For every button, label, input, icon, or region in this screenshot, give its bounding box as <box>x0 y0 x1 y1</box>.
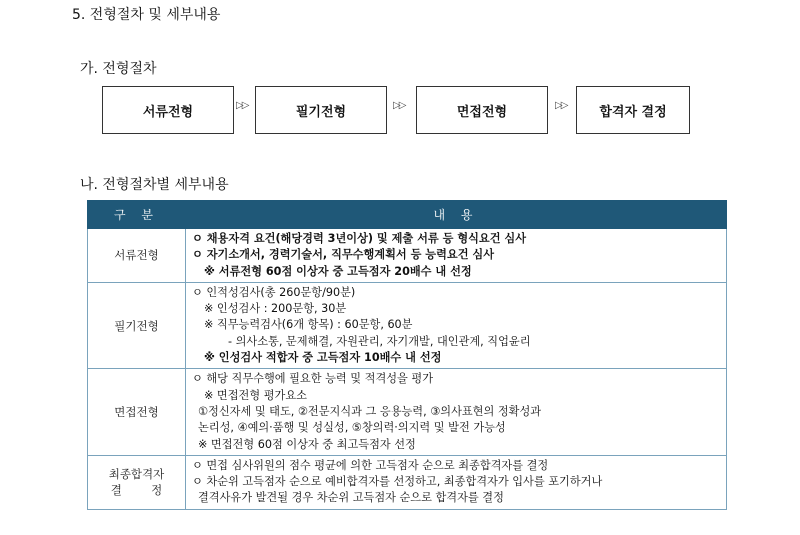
row-category: 서류전형 <box>88 229 186 283</box>
row-category: 면접전형 <box>88 369 186 455</box>
content-line: ①정신자세 및 태도, ②전문지식과 그 응용능력, ③의사표현의 정확성과 <box>198 404 542 418</box>
content-line: ㅇ 차순위 고득점자 순으로 예비합격자를 선정하고, 최종합격자가 입사를 포기하거나 <box>192 475 603 489</box>
content-line: ※ 인성검사 적합자 중 고득점자 10배수 내 선정 <box>204 351 442 365</box>
flow-step-interview: 면접전형 <box>416 86 548 134</box>
content-line: ㅇ 채용자격 요건(해당경력 3년이상) 및 제출 서류 등 형식요건 심사 <box>192 232 527 245</box>
row-content <box>186 229 727 283</box>
subsection-detail-title: 나. 전형절차별 세부내용 <box>80 177 229 193</box>
flow-arrow-icon: ▷▷ <box>393 100 405 111</box>
content-line: - 의사소통, 문제해결, 자원관리, 자기개발, 대인관계, 직업윤리 <box>228 334 531 348</box>
content-line: ※ 인성검사 : 200문항, 30분 <box>204 302 347 316</box>
table-header-row <box>88 201 727 229</box>
content-line: 논리성, ④예의·품행 및 성실성, ⑤창의력·의지력 및 발전 가능성 <box>198 421 506 435</box>
header-category: 구 분 <box>88 201 186 229</box>
row-content <box>186 282 727 368</box>
section-title: 5. 전형절차 및 세부내용 <box>72 7 221 23</box>
flow-arrow-icon: ▷▷ <box>236 100 248 111</box>
flow-step-written: 필기전형 <box>255 86 387 134</box>
row-content <box>186 455 727 509</box>
row-category: 필기전형 <box>88 282 186 368</box>
row-category: 최종합격자 결 정 <box>88 455 186 509</box>
content-line: 결격사유가 발견될 경우 차순위 고득점자 순으로 합격자를 결정 <box>198 491 504 505</box>
subsection-process-title: 가. 전형절차 <box>80 61 157 77</box>
table-row <box>88 455 727 509</box>
table-row <box>88 229 727 283</box>
detail-table <box>87 200 727 510</box>
content-line: ※ 면접전형 60점 이상자 중 최고득점자 선정 <box>198 437 416 451</box>
content-line: ㅇ 인적성검사(총 260문항/90분) <box>192 285 356 299</box>
content-line: ※ 직무능력검사(6개 항목) : 60문항, 60분 <box>204 318 413 332</box>
content-line: ※ 서류전형 60점 이상자 중 고득점자 20배수 내 선정 <box>204 264 472 278</box>
table-row <box>88 369 727 455</box>
table-row <box>88 282 727 368</box>
content-line: ㅇ 자기소개서, 경력기술서, 직무수행계획서 등 능력요건 심사 <box>192 248 495 262</box>
row-content <box>186 369 727 455</box>
flow-arrow-icon: ▷▷ <box>555 100 567 111</box>
content-line: ㅇ 해당 직무수행에 필요한 능력 및 적격성을 평가 <box>192 372 434 386</box>
header-content: 내 용 <box>186 201 727 229</box>
content-line: ㅇ 면접 심사위원의 점수 평균에 의한 고득점자 순으로 최종합격자를 결정 <box>192 458 549 472</box>
process-flow <box>0 86 800 134</box>
flow-step-document: 서류전형 <box>102 86 234 134</box>
content-line: ※ 면접전형 평가요소 <box>204 388 307 402</box>
flow-step-final: 합격자 결정 <box>576 86 690 134</box>
